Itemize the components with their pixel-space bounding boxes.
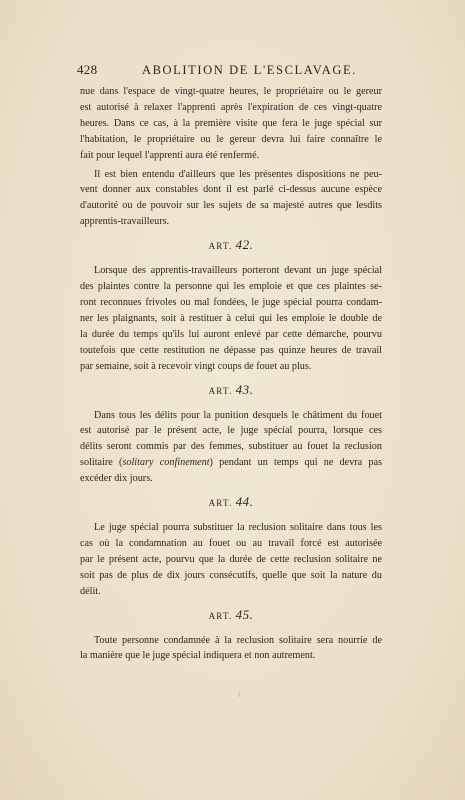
article-text-44 [80, 520, 382, 600]
text-line: délit. [80, 585, 101, 597]
article-heading-44 [80, 494, 382, 510]
text-line: par semaine, soit à recevoir vingt coups de fouet au plus. [80, 360, 312, 372]
text-line: Lorsque des apprentis-travailleurs porteront devant un juge spécial [94, 265, 382, 277]
paragraph-constables [80, 167, 382, 231]
page-body [80, 84, 382, 664]
text-line: ront reconnues frivoles ou mal fondées, le juge spécial pourra condam- [80, 296, 382, 308]
footer-mark: / [238, 690, 241, 699]
article-heading-45 [80, 607, 382, 623]
text-line: l'habitation, le propriétaire ou le gereur devra lui faire connaître le [80, 133, 382, 145]
text-line: la manière que le juge spécial indiquera et non autrement. [80, 650, 316, 662]
article-label: ART. [208, 241, 233, 252]
text-line: d'autorité ou de pouvoir sur les sujets de sa majesté autres que lesdits [80, 200, 382, 212]
text-line: fait pour lequel l'apprenti aura été renfermé. [80, 149, 260, 161]
page-number: 428 [77, 62, 98, 77]
text-line: Il est bien entendu d'ailleurs que les présentes dispositions ne peu- [94, 168, 382, 180]
text-line: est autorisé par le présent acte, le juge spécial pourra, lorsque ces [80, 425, 382, 437]
article-number: 43. [235, 381, 254, 397]
text-line: excéder dix jours. [80, 473, 153, 485]
text-line: apprentis-travailleurs. [80, 216, 170, 228]
text-line: solitaire (solitary confinement) pendant un temps qui ne devra pas [80, 457, 382, 469]
article-number: 42. [235, 237, 254, 253]
text-line: heures. Dans ce cas, à la première visite que fera le juge spécial sur [80, 117, 382, 129]
text-line: toutefois que cette restitution ne dépasse pas quinze heures de travail [80, 344, 382, 356]
text-line: par le présent acte, pourvu que la durée de cette reclusion solitaire ne [80, 553, 382, 565]
article-number: 44. [235, 494, 254, 510]
text-line: des plaintes contre la personne qui les emploie et que ces plaintes se- [80, 281, 382, 293]
article-label: ART. [208, 610, 233, 621]
text-line: vent donner aux constables dont il est parlé ci-dessus aucune espèce [80, 184, 382, 196]
text-line: Dans tous les délits pour la punition desquels le châtiment du fouet [94, 409, 382, 421]
article-heading-43 [80, 382, 382, 398]
text-line: est autorisé à relaxer l'apprenti après l'expiration de ces vingt-quatre [80, 101, 382, 113]
text-line: soit pas de plus de dix jours consécutifs, quelle que soit la nature du [80, 569, 382, 581]
article-text-42 [80, 263, 382, 374]
text-line: Toute personne condamnée à la reclusion solitaire sera nourrie de [94, 634, 382, 646]
article-label: ART. [208, 498, 233, 509]
article-number: 45. [235, 606, 254, 622]
text-line: délits seront commis par des femmes, substituer au fouet la reclusion [80, 441, 382, 453]
paragraph-continuation [80, 84, 382, 164]
article-heading-42 [80, 237, 382, 253]
text-line: la durée du temps qu'ils lui auront enlevé par cette démarche, pourvu [80, 328, 382, 340]
page-header [77, 62, 382, 82]
article-text-43 [80, 408, 382, 488]
running-title: ABOLITION DE L'ESCLAVAGE. [141, 63, 358, 77]
text-line: ner les plaignants, soit à restituer à celui qui les emploie le double de [80, 312, 382, 324]
text-line: Le juge spécial pourra substituer la reclusion solitaire dans tous les [94, 522, 382, 534]
article-label: ART. [208, 385, 233, 396]
article-text-45 [80, 633, 382, 665]
text-line: nue dans l'espace de vingt-quatre heures, le propriétaire ou le gereur [80, 86, 382, 97]
italic-phrase: solitary confinement [122, 457, 210, 469]
text-line: cas où la condamnation au fouet ou au travail forcé est autorisée [80, 537, 382, 549]
